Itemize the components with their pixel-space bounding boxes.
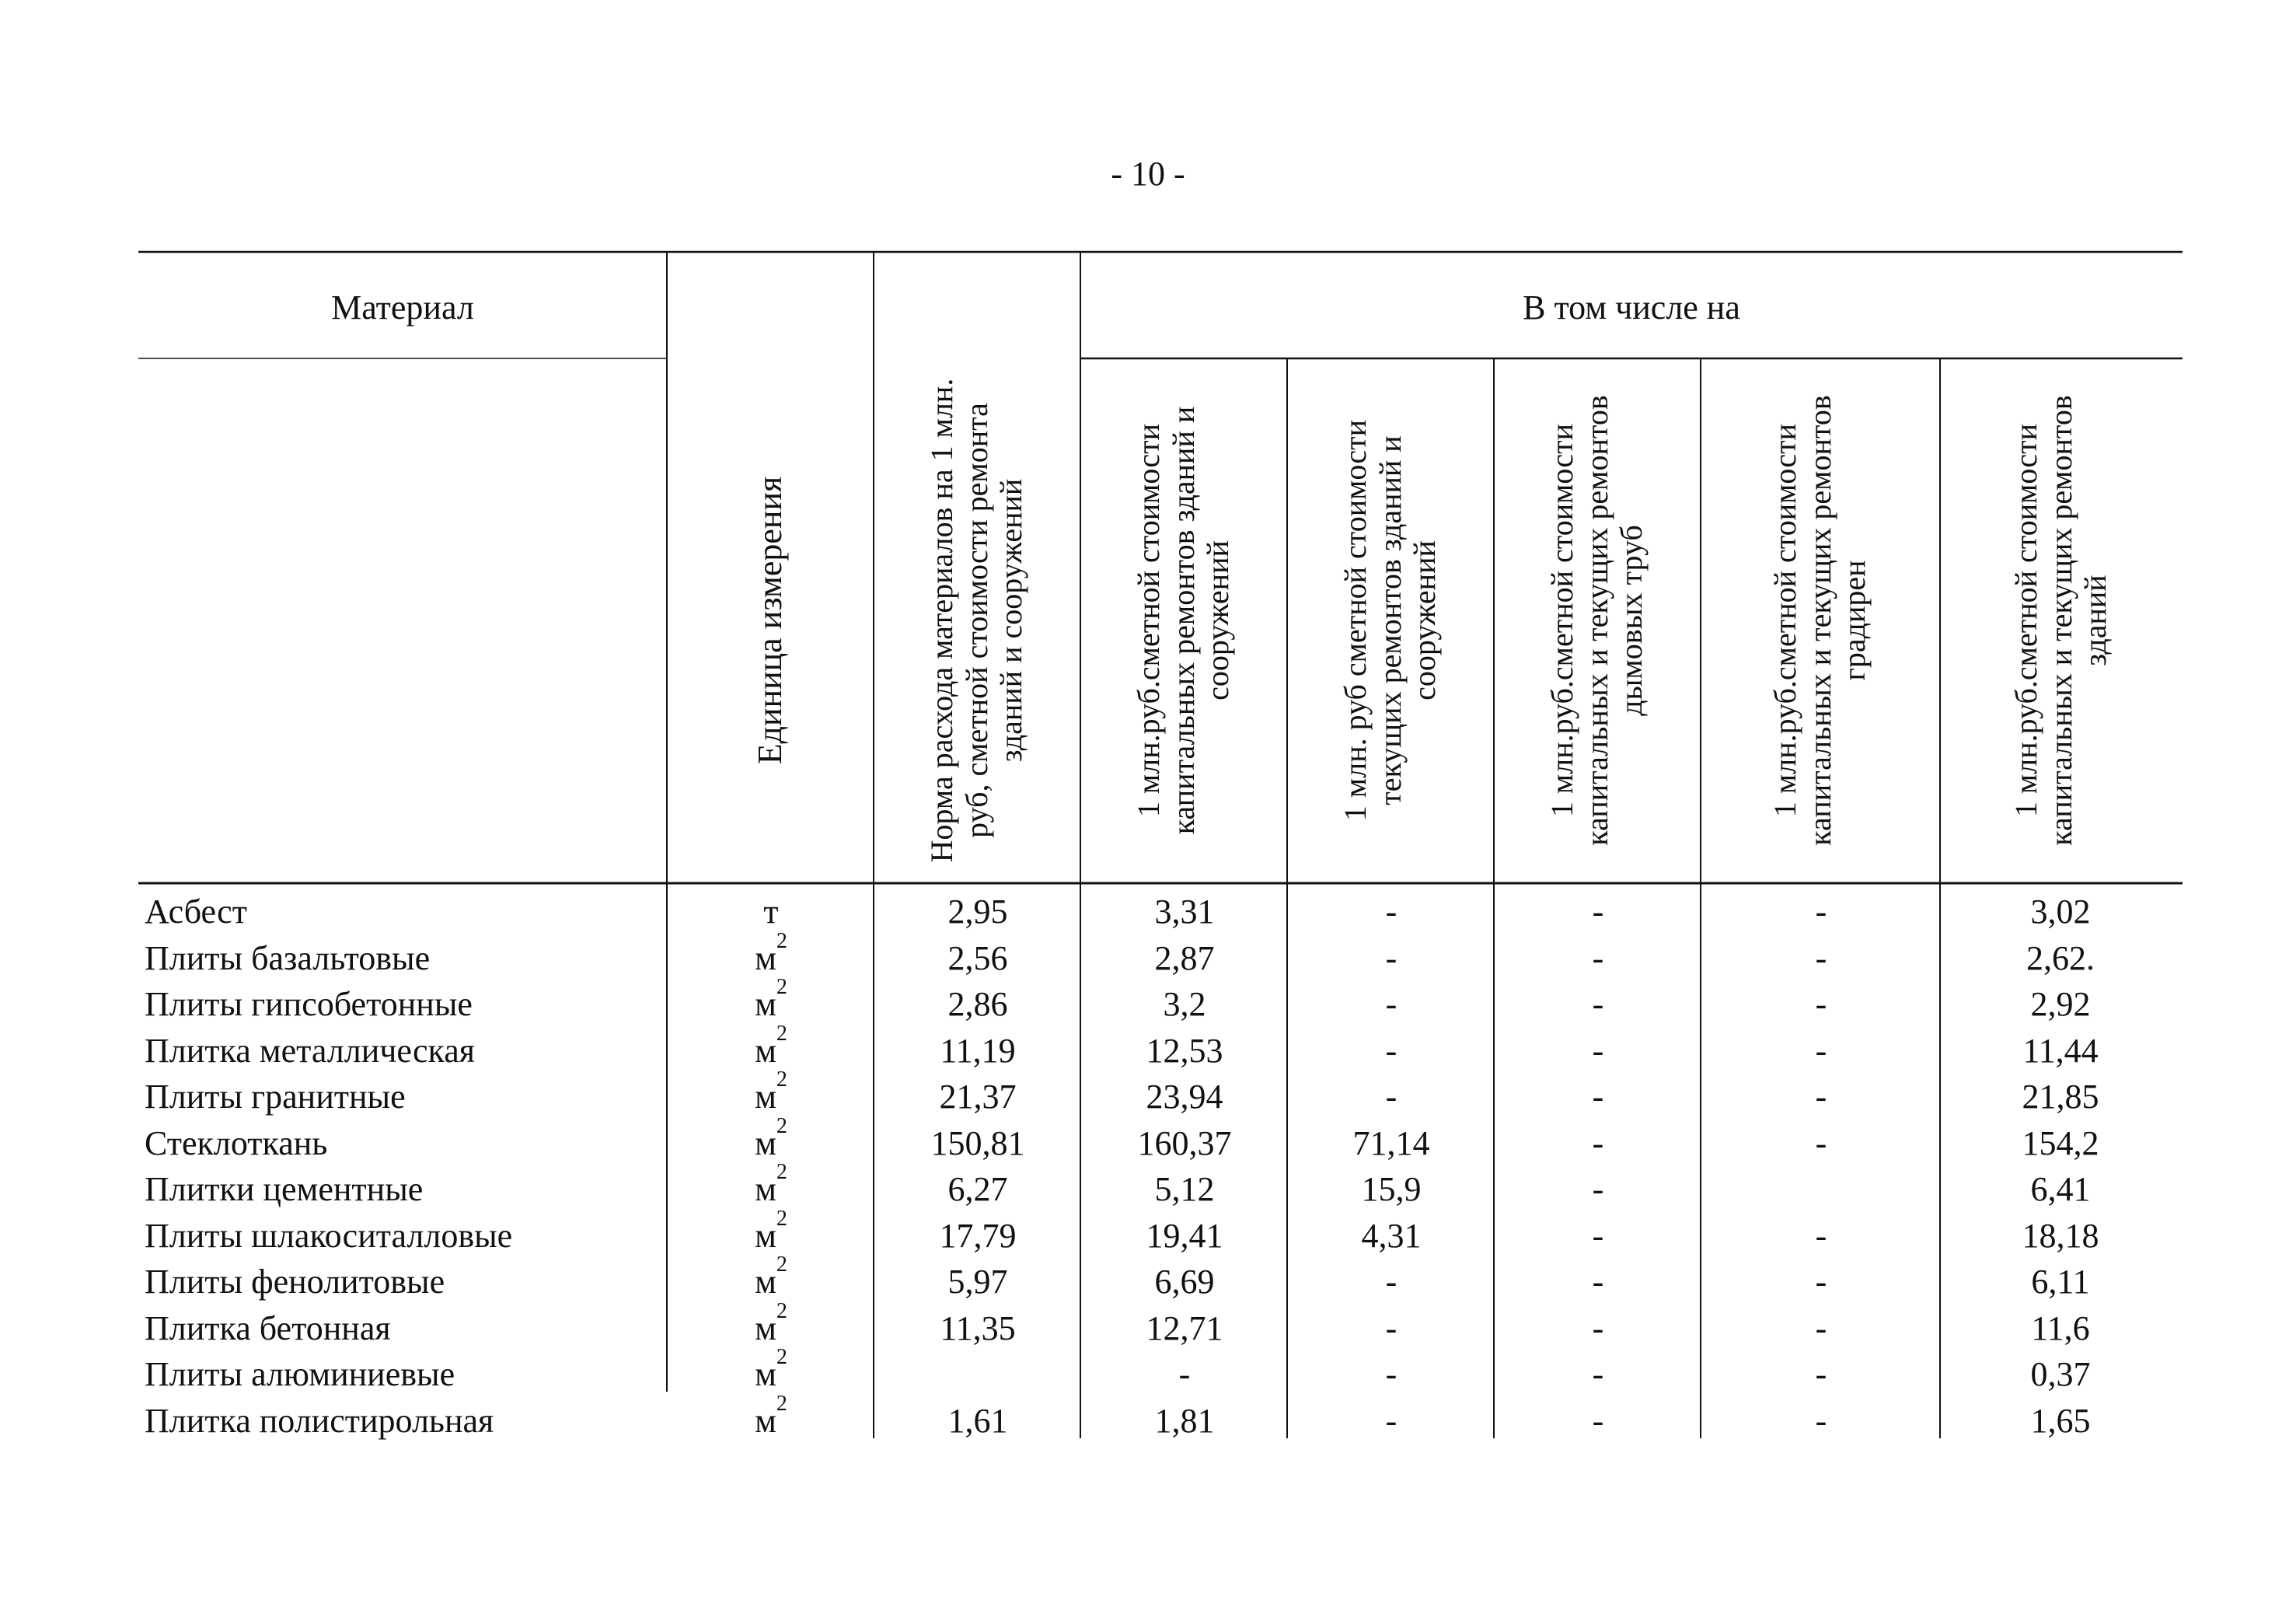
unit-exponent: 2 [776,1206,787,1231]
cell-cooling-towers: - [1815,893,1827,931]
cell-buildings: 2,92 [2030,985,2091,1023]
cell-capital: 160,37 [1137,1123,1232,1162]
unit-symbol: м [755,938,776,977]
cell-chimneys: - [1592,1263,1604,1301]
header-norm: Норма расхода материалов на 1 млн. руб, сметной стоимости ремонта зданий и сооружений [923,378,1029,863]
cell-current: - [1385,938,1397,977]
cell-capital: - [1178,1355,1191,1393]
unit-exponent: 2 [776,1252,787,1277]
cell-material: Стеклоткань [145,1123,328,1162]
cell-buildings: 6,41 [2030,1170,2091,1208]
cell-current: - [1385,893,1397,931]
cell-unit [668,1206,874,1259]
cell-unit [668,1113,874,1167]
cell-current: 4,31 [1361,1216,1422,1255]
cell-material: Плитка полистирольная [145,1401,494,1440]
cell-capital: 23,94 [1146,1078,1223,1116]
cell-chimneys: - [1592,1170,1604,1208]
cell-current: - [1385,1078,1397,1116]
table-row [0,928,2296,982]
cell-material: Плиты гранитные [145,1078,406,1116]
cell-material: Плитка бетонная [145,1308,391,1347]
cell-unit [668,1298,874,1352]
table-row [0,1298,2296,1352]
unit-symbol: м [755,1123,776,1162]
cell-capital: 1,81 [1154,1401,1215,1440]
cell-unit [668,928,874,982]
cell-norm: 5,97 [947,1263,1008,1301]
cell-norm [875,1351,1080,1398]
cell-norm: 6,27 [947,1170,1008,1208]
cell-material: Плиты гипсобетонные [145,985,473,1023]
table-row [0,1113,2296,1167]
cell-capital: 6,69 [1154,1263,1215,1301]
cell-norm: 150,81 [930,1123,1025,1162]
cell-cooling-towers: - [1815,938,1827,977]
cell-buildings: 3,02 [2030,893,2091,931]
header-sub-buildings: 1 млн.руб.сметной стоимости капитальных и текущих ремонтов зданий [2008,395,2113,846]
unit-symbol: м [755,1078,776,1116]
cell-material: Плитки цементные [145,1170,424,1208]
table-row [0,1067,2296,1120]
unit-symbol: т [763,893,779,931]
cell-unit [668,889,874,935]
cell-norm: 17,79 [939,1216,1017,1255]
table-row [0,975,2296,1028]
cell-buildings: 11,44 [2022,1031,2099,1070]
cell-cooling-towers: - [1815,1355,1827,1393]
cell-norm: 21,37 [939,1078,1017,1116]
header-sub-capital: 1 млн.руб.сметной стоимости капитальных ремонтов зданий и сооружений [1130,406,1236,835]
unit-symbol: м [755,1170,776,1208]
cell-material: Плиты фенолитовые [145,1263,445,1301]
cell-unit [668,1021,874,1074]
cell-current: 71,14 [1352,1123,1430,1162]
cell-buildings: 1,65 [2030,1401,2091,1440]
cell-chimneys: - [1592,1308,1604,1347]
unit-symbol: м [755,1263,776,1301]
unit-symbol: м [755,1308,776,1347]
unit-exponent: 2 [776,1021,787,1046]
cell-buildings: 11,6 [2031,1308,2090,1347]
cell-cooling-towers: - [1815,1308,1827,1347]
cell-chimneys: - [1592,1031,1604,1070]
cell-cooling-towers: - [1815,1078,1827,1116]
cell-norm: 1,61 [947,1401,1008,1440]
cell-material: Асбест [145,893,247,931]
cell-current: - [1385,1308,1397,1347]
header-material: Материал [331,288,474,327]
cell-unit [668,1252,874,1305]
cell-unit [668,1160,874,1213]
table-row [0,1160,2296,1213]
cell-buildings: 6,11 [2031,1263,2090,1301]
cell-capital: 3,2 [1163,985,1206,1023]
cell-buildings: 2,62. [2026,938,2095,977]
cell-norm: 2,86 [947,985,1008,1023]
unit-symbol: м [755,1216,776,1255]
cell-norm: 11,19 [940,1031,1016,1070]
table-row [0,889,2296,935]
unit-exponent: 2 [776,1298,787,1323]
cell-current: - [1385,1263,1397,1301]
cell-cooling-towers: - [1815,1401,1827,1440]
cell-material: Плиты базальтовые [145,938,431,977]
cell-cooling-towers: - [1815,1216,1827,1255]
cell-capital: 12,71 [1146,1308,1223,1347]
cell-material: Плитка металлическая [145,1031,476,1070]
cell-cooling-towers: - [1815,1031,1827,1070]
cell-buildings: 18,18 [2022,1216,2099,1255]
header-including: В том числе на [1523,288,1740,327]
cell-chimneys: - [1592,1078,1604,1116]
cell-norm: 2,56 [947,938,1008,977]
cell-norm: 11,35 [940,1308,1016,1347]
cell-cooling-towers [1702,1166,1940,1213]
cell-current: - [1385,985,1397,1023]
unit-symbol: м [755,1355,776,1393]
table-row [0,1021,2296,1074]
table-row [0,1345,2296,1398]
cell-capital: 3,31 [1154,893,1215,931]
cell-material: Плиты алюминиевые [145,1355,455,1393]
cell-chimneys: - [1592,893,1604,931]
cell-current: 15,9 [1361,1170,1422,1208]
cell-chimneys: - [1592,1401,1604,1440]
unit-exponent: 2 [776,1113,787,1138]
page-number: - 10 - [1111,155,1185,193]
cell-cooling-towers: - [1815,985,1827,1023]
unit-exponent: 2 [776,1391,787,1416]
cell-unit [668,1067,874,1120]
cell-capital: 12,53 [1146,1031,1223,1070]
table-body [0,889,2296,1444]
unit-symbol: м [755,985,776,1023]
cell-buildings: 0,37 [2030,1355,2091,1393]
cell-chimneys: - [1592,1355,1604,1393]
unit-exponent: 2 [776,1067,787,1092]
cell-current: - [1385,1401,1397,1440]
table-row [0,1391,2296,1445]
cell-buildings: 154,2 [2022,1123,2099,1162]
cell-chimneys: - [1592,938,1604,977]
cell-unit [668,975,874,1028]
cell-chimneys: - [1592,1123,1604,1162]
cell-capital: 19,41 [1146,1216,1223,1255]
cell-cooling-towers: - [1815,1263,1827,1301]
cell-cooling-towers: - [1815,1123,1827,1162]
cell-material: Плиты шлакоситалловые [145,1216,513,1255]
cell-unit [668,1391,874,1445]
cell-current: - [1385,1031,1397,1070]
unit-exponent: 2 [776,975,787,999]
header-sub-current: 1 млн. руб сметной стоимости текущих ремонтов зданий и сооружений [1337,419,1443,822]
cell-current: - [1385,1355,1397,1393]
table-row [0,1252,2296,1305]
header-sub-chimneys: 1 млн.руб.сметной стоимости капитальных и текущих ремонтов дымовых труб [1544,395,1649,846]
unit-symbol: м [755,1031,776,1070]
cell-capital: 5,12 [1154,1170,1215,1208]
cell-capital: 2,87 [1154,938,1215,977]
cell-norm: 2,95 [947,893,1008,931]
cell-buildings: 21,85 [2022,1078,2099,1116]
cell-unit [668,1345,874,1398]
cell-chimneys: - [1592,985,1604,1023]
header-unit: Единица измерения [751,476,790,765]
unit-symbol: м [755,1401,776,1440]
table-row [0,1206,2296,1259]
cell-chimneys: - [1592,1216,1604,1255]
unit-exponent: 2 [776,1160,787,1184]
header-sub-cooling-towers: 1 млн.руб.сметной стоимости капитальных и текущих ремонтов градирен [1767,395,1872,846]
unit-exponent: 2 [776,1345,787,1369]
unit-exponent: 2 [776,928,787,953]
